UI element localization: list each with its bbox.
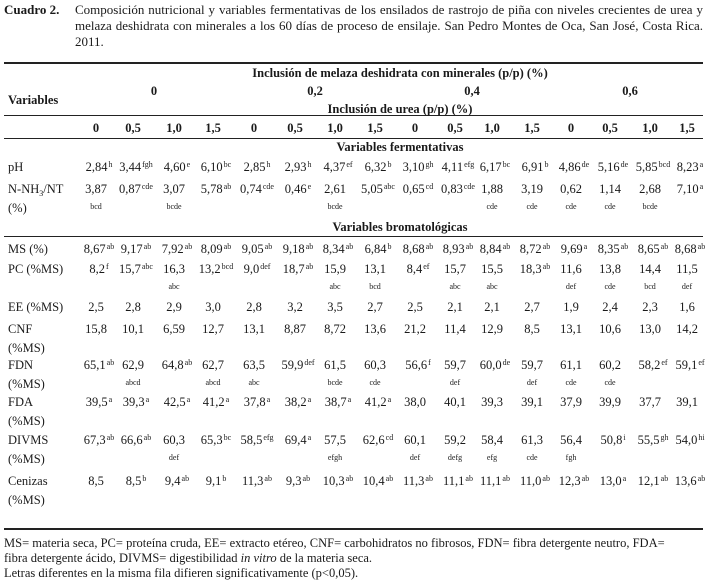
- table-cell: 18,7$^{ab}$: [282, 262, 314, 276]
- table-cell: 8,65$^{ab}$: [637, 242, 669, 256]
- table-cell: 4,86de: [558, 160, 590, 174]
- table-cell: 14,4: [639, 262, 661, 276]
- table-cell: 37,9: [560, 395, 582, 409]
- cell-significance: abc: [486, 282, 498, 291]
- table-cell: 38,7$^a$: [324, 395, 352, 409]
- table-cell: 37,8$^a$: [243, 395, 271, 409]
- table-cell: 59,2: [444, 433, 466, 447]
- cell-significance: def: [526, 378, 538, 387]
- urea-level: 1,5: [205, 121, 221, 135]
- table-cell: 9,4$^{ab}$: [164, 474, 190, 488]
- table-cell: 59,1$^{ef}$: [675, 358, 705, 372]
- cell-significance: bcde: [327, 378, 343, 387]
- cell-significance: abcd: [205, 378, 221, 387]
- cell-significance: def: [409, 453, 421, 462]
- table-rule: [4, 62, 703, 64]
- urea-level: 0,5: [447, 121, 463, 135]
- melaza-level: 0,4: [464, 84, 480, 98]
- cell-significance: cde: [604, 378, 616, 387]
- table-cell: 7,92$^{ab}$: [161, 242, 193, 256]
- table-cell: 6,91$^b$: [521, 160, 549, 174]
- table-cell: 38,2$^a$: [284, 395, 312, 409]
- table-cell: 8,5: [88, 474, 104, 488]
- cell-significance: efg: [486, 453, 498, 462]
- table-cell: 59,9$^{def}$: [281, 358, 315, 372]
- cell-significance: bcde: [327, 202, 343, 211]
- table-cell: 6,84$^b$: [364, 242, 392, 256]
- table-cell: 13,1: [364, 262, 386, 276]
- table-cell: 60,1: [404, 433, 426, 447]
- urea-level: 1,5: [679, 121, 695, 135]
- table-cell: 38,0: [404, 395, 426, 409]
- cell-significance: cde: [565, 378, 577, 387]
- table-cell: 2,8: [246, 300, 262, 314]
- table-cell: 8,5: [524, 322, 540, 336]
- table-cell: 1,88: [481, 182, 503, 196]
- melaza-level: 0,2: [307, 84, 323, 98]
- table-cell: 8,35$^{ab}$: [597, 242, 629, 256]
- table-cell: 7,10$^a$: [676, 182, 704, 196]
- table-cell: 8,4$^{ef}$: [406, 262, 430, 276]
- table-cell: 1,6: [679, 300, 695, 314]
- table-cell: 13,0: [639, 322, 661, 336]
- table-cell: 41,2$^a$: [202, 395, 230, 409]
- row-label: CNF: [8, 322, 33, 336]
- table-cell: 64,8$^{ab}$: [161, 358, 193, 372]
- table-cell: 14,2: [676, 322, 698, 336]
- table-cell: 58,2$^{ef}$: [638, 358, 668, 372]
- table-cell: 4,37$^{ef}$: [323, 160, 353, 174]
- row-label: MS (%): [8, 242, 48, 256]
- table-cell: 3,2: [287, 300, 303, 314]
- table-cell: 1,14: [599, 182, 621, 196]
- table-cell: 9,18$^{ab}$: [282, 242, 314, 256]
- table-cell: 65,3$^{bc}$: [200, 433, 232, 447]
- table-cell: 9,1$^b$: [205, 474, 227, 488]
- table-cell: 13,6$^{ab}$: [674, 474, 706, 488]
- table-cell: 2,5: [88, 300, 104, 314]
- table-cell: 8,67$^{ab}$: [83, 242, 115, 256]
- table-cell: 39,3$^a$: [122, 395, 150, 409]
- table-cell: 60,3: [163, 433, 185, 447]
- cell-significance: bcd: [90, 202, 102, 211]
- row-label: $N-NH_3/NT$: [8, 182, 64, 198]
- table-cell: 8,09$^{ab}$: [200, 242, 232, 256]
- variables-header: Variables: [8, 93, 59, 107]
- row-label: Cenizas: [8, 474, 48, 488]
- table-cell: 62,7: [202, 358, 224, 372]
- table-cell: 15,9: [324, 262, 346, 276]
- table-cell: 11,6: [560, 262, 582, 276]
- table-cell: 21,2: [404, 322, 426, 336]
- table-cell: 15,8: [85, 322, 107, 336]
- table-cell: 2,7: [367, 300, 383, 314]
- urea-level: 0,5: [125, 121, 141, 135]
- row-label-continued: (%MS): [8, 452, 45, 466]
- table-cell: 11,0$^{ab}$: [520, 474, 550, 488]
- table-cell: 61,5: [324, 358, 346, 372]
- cell-significance: cde: [369, 378, 381, 387]
- row-label-continued: (%): [8, 201, 27, 215]
- table-cell: 3,87: [85, 182, 107, 196]
- row-label-continued: (%MS): [8, 493, 45, 507]
- table-cell: 2,7: [524, 300, 540, 314]
- cell-significance: cde: [526, 453, 538, 462]
- cell-significance: def: [168, 453, 180, 462]
- table-cell: 6,10$^{bc}$: [200, 160, 232, 174]
- table-cell: 8,93$^{ab}$: [442, 242, 474, 256]
- table-cell: 8,84$^{ab}$: [479, 242, 511, 256]
- table-cell: 55,5$^{gh}$: [637, 433, 669, 447]
- table-cell: 9,69$^a$: [560, 242, 588, 256]
- cell-significance: def: [565, 282, 577, 291]
- cell-significance: def: [681, 282, 693, 291]
- table-cell: 3,19: [521, 182, 543, 196]
- table-cell: 8,68$^{ab}$: [674, 242, 706, 256]
- table-cell: 5,78$^{ab}$: [200, 182, 232, 196]
- table-cell: 9,3$^{ab}$: [285, 474, 311, 488]
- table-cell: 15,7$^{abc}$: [119, 262, 153, 276]
- cell-significance: fgh: [565, 453, 577, 462]
- section-bromatologicas: Variables bromatológicas: [332, 220, 468, 234]
- table-cell: 13,1: [243, 322, 265, 336]
- table-cell: 11,4: [444, 322, 466, 336]
- table-cell: 69,4$^a$: [284, 433, 312, 447]
- table-cell: 0,62: [560, 182, 582, 196]
- table-cell: 11,1$^{ab}$: [480, 474, 510, 488]
- significance-note: Letras diferentes en la misma fila difieren significativamente (p<0,05).: [4, 566, 359, 580]
- table-cell: 39,1: [676, 395, 698, 409]
- caption-text: Composición nutricional y variables fermentativas de los ensilados de rastrojo de piña con niveles crecientes de urea y melaza deshidrata con minerales a los 60 días de proceso de ensilaje. San Pedro Montes de Oca, San José, Costa Rica. 2011.: [75, 2, 703, 49]
- table-cell: 18,3$^{ab}$: [519, 262, 551, 276]
- note-text: fibra detergente ácido, DIVMS= digestibilidad: [4, 551, 241, 565]
- caption-label: Cuadro 2.: [4, 2, 60, 17]
- table-cell: 12,9: [481, 322, 503, 336]
- row-label-continued: (%MS): [8, 377, 45, 391]
- cell-significance: bcd: [369, 282, 381, 291]
- urea-level: 0: [411, 121, 419, 135]
- urea-level: 1,5: [524, 121, 540, 135]
- table-cell: 8,72: [324, 322, 346, 336]
- cell-significance: cde: [486, 202, 498, 211]
- cell-significance: bcd: [644, 282, 656, 291]
- table-cell: 67,3$^{ab}$: [83, 433, 115, 447]
- table-cell: 61,1: [560, 358, 582, 372]
- table-cell: 9,17$^{ab}$: [120, 242, 152, 256]
- abbreviations-note: MS= materia seca, PC= proteína cruda, EE= extracto etéreo, CNF= carbohidratos no fibrosos, FDN= fibra detergente neutro, FDA=: [4, 536, 665, 550]
- cell-significance: cde: [565, 202, 577, 211]
- table-cell: 13,8: [599, 262, 621, 276]
- table-cell: 0,46e: [284, 182, 312, 196]
- table-cell: 12,7: [202, 322, 224, 336]
- cell-significance: bcde: [166, 202, 182, 211]
- row-label: FDN: [8, 358, 34, 372]
- table-cell: 57,5: [324, 433, 346, 447]
- urea-level: 1,5: [367, 121, 383, 135]
- urea-level: 1,0: [166, 121, 182, 135]
- table-cell: 11,1$^{ab}$: [443, 474, 473, 488]
- urea-level: 0,5: [287, 121, 303, 135]
- table-cell: 60,3: [364, 358, 386, 372]
- table-cell: 1,9: [563, 300, 579, 314]
- table-cell: 58,5$^{efg}$: [240, 433, 274, 447]
- table-cell: 65,1$^{ab}$: [83, 358, 115, 372]
- row-label: PC (%MS): [8, 262, 64, 276]
- table-cell: 59,7: [444, 358, 466, 372]
- row-label-continued: (%MS): [8, 341, 45, 355]
- table-cell: 8,72$^{ab}$: [519, 242, 551, 256]
- table-cell: 13,0$^a$: [599, 474, 627, 488]
- table-cell: 56,4: [560, 433, 582, 447]
- table-cell: 8,23$^a$: [676, 160, 704, 174]
- row-label-continued: (%MS): [8, 414, 45, 428]
- row-label: FDA: [8, 395, 34, 409]
- table-cell: 2,8: [125, 300, 141, 314]
- table-cell: 2,1: [447, 300, 463, 314]
- table-cell: 12,1$^{ab}$: [637, 474, 669, 488]
- cell-significance: efgh: [327, 453, 343, 462]
- table-cell: 62,6$^{cd}$: [362, 433, 394, 447]
- table-cell: 5,85$^{bcd}$: [635, 160, 671, 174]
- cell-significance: abc: [168, 282, 180, 291]
- table-cell: 62,9: [122, 358, 144, 372]
- table-cell: 15,7: [444, 262, 466, 276]
- table-cell: 66,6$^{ab}$: [120, 433, 152, 447]
- urea-level: 0: [567, 121, 575, 135]
- table-cell: 12,3$^{ab}$: [558, 474, 590, 488]
- table-cell: 13,6: [364, 322, 386, 336]
- table-cell: 59,7: [521, 358, 543, 372]
- abbreviations-note-line2: [4, 551, 704, 566]
- table-cell: 0,74$^{cde}$: [240, 182, 274, 196]
- urea-header: Inclusión de urea (p/p) (%): [327, 102, 473, 116]
- table-rule: [4, 236, 703, 237]
- table-cell: 56,6$^f$: [405, 358, 431, 372]
- table-cell: 5,16de: [597, 160, 629, 174]
- table-cell: 13,2$^{bcd}$: [198, 262, 234, 276]
- table-cell: 9,0$^{def}$: [243, 262, 271, 276]
- table-cell: 0,87$^{cde}$: [119, 182, 153, 196]
- table-cell: 4,60e: [163, 160, 191, 174]
- table-cell: 42,5$^a$: [163, 395, 191, 409]
- table-cell: 11,3$^{ab}$: [242, 474, 272, 488]
- table-cell: 4,11$^{efg}$: [441, 160, 475, 174]
- table-cell: 63,5: [243, 358, 265, 372]
- melaza-level: 0: [150, 84, 158, 98]
- table-cell: 41,2$^a$: [364, 395, 392, 409]
- melaza-header: Inclusión de melaza deshidrata con minerales (p/p) (%): [252, 66, 548, 80]
- table-cell: 3,44$^{fgh}$: [119, 160, 153, 174]
- cell-significance: abcd: [125, 378, 141, 387]
- table-cell: 2,61: [324, 182, 346, 196]
- table-cell: 8,2$^f$: [89, 262, 109, 276]
- table-cell: 39,3: [481, 395, 503, 409]
- table-cell: 2,4: [602, 300, 618, 314]
- table-cell: 39,9: [599, 395, 621, 409]
- table-cell: 58,4: [481, 433, 503, 447]
- table-cell: 40,1: [444, 395, 466, 409]
- table-cell: 10,6: [599, 322, 621, 336]
- table-cell: 0,65$^{cd}$: [402, 182, 434, 196]
- table-cell: 13,1: [560, 322, 582, 336]
- cell-significance: abc: [449, 282, 461, 291]
- urea-level: 0: [250, 121, 258, 135]
- table-cell: 2,93$^h$: [284, 160, 312, 174]
- melaza-level: 0,6: [622, 84, 638, 98]
- note-text-end: de la materia seca.: [276, 551, 373, 565]
- urea-level: 0,5: [602, 121, 618, 135]
- table-cell: 2,84$^h$: [85, 160, 113, 174]
- table-cell: 2,68: [639, 182, 661, 196]
- urea-level: 1,0: [642, 121, 658, 135]
- urea-level: 1,0: [484, 121, 500, 135]
- row-label: pH: [8, 160, 24, 174]
- cell-significance: cde: [604, 202, 616, 211]
- table-rule: [4, 528, 703, 530]
- table-cell: 6,17$^{bc}$: [479, 160, 511, 174]
- section-fermentativas: Variables fermentativas: [336, 140, 464, 154]
- urea-level: 0: [92, 121, 100, 135]
- cell-significance: abc: [329, 282, 341, 291]
- cell-significance: def: [449, 378, 461, 387]
- cell-significance: bcde: [642, 202, 658, 211]
- table-cell: 10,1: [122, 322, 144, 336]
- table-cell: 39,1: [521, 395, 543, 409]
- table-cell: 11,5: [676, 262, 698, 276]
- table-cell: 2,3: [642, 300, 658, 314]
- table-cell: 3,5: [327, 300, 343, 314]
- table-cell: 16,3: [163, 262, 185, 276]
- cell-significance: cde: [526, 202, 538, 211]
- table-cell: 6,32$^b$: [364, 160, 392, 174]
- table-cell: 50,8$^i$: [600, 433, 626, 447]
- table-cell: 2,1: [484, 300, 500, 314]
- table-cell: 2,85$^h$: [243, 160, 271, 174]
- table-cell: 10,4$^{ab}$: [362, 474, 394, 488]
- table-cell: 2,9: [166, 300, 182, 314]
- table-cell: 8,68$^{ab}$: [402, 242, 434, 256]
- table-cell: 15,5: [481, 262, 503, 276]
- table-cell: 5,05$^{abc}$: [361, 182, 395, 196]
- row-label: EE (%MS): [8, 300, 64, 314]
- table-cell: 37,7: [639, 395, 661, 409]
- urea-level: 1,0: [327, 121, 343, 135]
- table-cell: 6,59: [163, 322, 185, 336]
- table-cell: $54,0^{hi}$: [675, 433, 705, 447]
- table-cell: 11,3$^{ab}$: [403, 474, 433, 488]
- table-cell: 39,5$^a$: [85, 395, 113, 409]
- table-cell: 8,34$^{ab}$: [322, 242, 354, 256]
- table-cell: 3,10$^{gh}$: [402, 160, 434, 174]
- table-cell: 61,3: [521, 433, 543, 447]
- table-cell: 60,2: [599, 358, 621, 372]
- table-cell: 10,3$^{ab}$: [322, 474, 354, 488]
- table-cell: 3,07: [163, 182, 185, 196]
- table-cell: 8,87: [284, 322, 306, 336]
- table-cell: 60,0de: [479, 358, 511, 372]
- table-cell: 3,0: [205, 300, 221, 314]
- table-rule: [4, 138, 703, 139]
- table-cell: 8,5$^b$: [125, 474, 147, 488]
- cell-significance: abc: [248, 378, 260, 387]
- table-cell: 2,5: [407, 300, 423, 314]
- cell-significance: defg: [447, 453, 463, 462]
- table-cell: 9,05$^{ab}$: [241, 242, 273, 256]
- cell-significance: cde: [604, 282, 616, 291]
- table-cell: 0,83$^{cde}$: [441, 182, 475, 196]
- note-italic: in vitro: [240, 551, 277, 565]
- row-label: DIVMS: [8, 433, 49, 447]
